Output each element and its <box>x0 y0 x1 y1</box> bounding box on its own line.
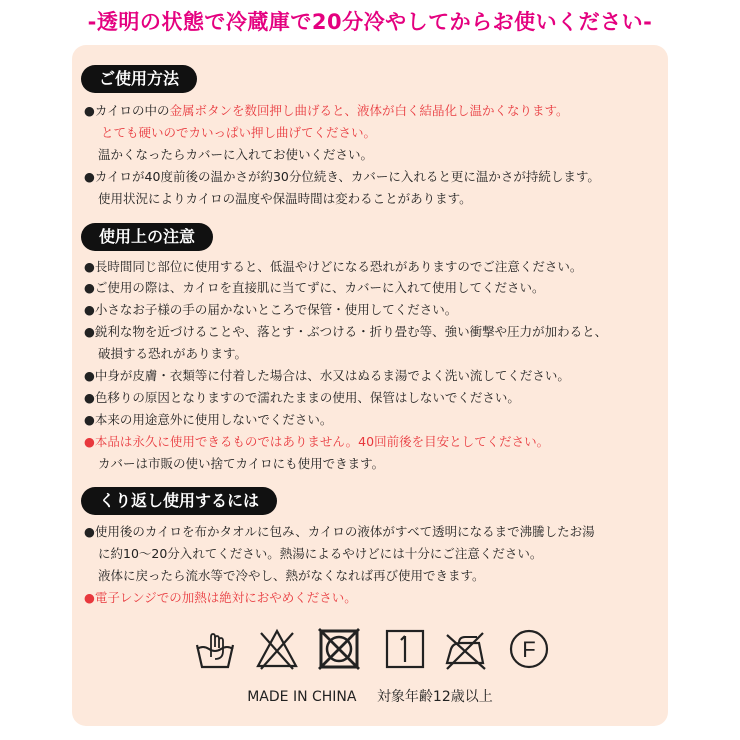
caution-line: ●本来の用途意外に使用しないでください。 <box>84 412 333 427</box>
drip-dry-icon <box>383 627 427 671</box>
dry-clean-letter: F <box>522 637 536 662</box>
no-iron-icon <box>443 627 487 671</box>
section-heading-caution: 使用上の注意 <box>81 223 213 251</box>
reuse-line: ●電子レンジでの加熱は絶対におやめください。 <box>84 590 357 605</box>
usage-line: 使用状況によりカイロの温度や保温時間は変わることがあります。 <box>98 191 472 206</box>
no-bleach-icon <box>255 627 299 671</box>
caution-line: ●鋭利な物を近づけることや、落とす・ぶつける・折り畳む等、強い衝撃や圧力が加わると、 <box>84 324 608 339</box>
section-heading-reuse: くり返し使用するには <box>81 487 277 515</box>
usage-line: ●カイロが40度前後の温かさが約30分位続き、カバーに入れると更に温かさが持続します。 <box>84 169 600 184</box>
usage-line: とても硬いのでカいっぱい押し曲げてください。 <box>101 125 377 140</box>
caution-line: ●小さなお子様の手の届かないところで保管・使用してください。 <box>84 302 458 317</box>
hand-wash-icon <box>193 627 237 671</box>
reuse-line: 液体に戻ったら流水等で冷やし、熱がなくなれば再び使用できます。 <box>98 568 485 583</box>
age-label: 対象年齢12歳以上 <box>376 689 493 705</box>
reuse-line: に約10～20分入れてください。熱湯によるやけどには十分にご注意ください。 <box>98 546 543 561</box>
usage-line: ●カイロの中の金属ボタンを数回押し曲げると、液体が白く結晶化し温かくなります。 <box>84 103 569 118</box>
caution-line: 破損する恐れがあります。 <box>98 346 248 361</box>
section-heading-usage: ご使用方法 <box>81 65 197 93</box>
caution-line: ●長時間同じ部位に使用すると、低温やけどになる恐れがありますのでご注意ください。 <box>84 259 583 274</box>
caution-line: ●中身が皮膚・衣類等に付着した場合は、水又はぬるま湯でよく洗い流してください。 <box>84 368 570 383</box>
no-tumble-dry-icon <box>317 627 361 671</box>
dry-clean-f-icon <box>507 627 551 671</box>
instructions-panel <box>72 45 668 726</box>
caution-line: ●色移りの原因となりますので濡れたままの使用、保管はしないでください。 <box>84 390 520 405</box>
usage-line: 温かくなったらカバーに入れてお使いください。 <box>98 147 374 162</box>
care-symbols <box>193 627 553 671</box>
footer <box>0 686 740 706</box>
top-banner: -透明の状態で冷蔵庫で20分冷やしてからお使いください- <box>87 10 653 34</box>
caution-line: ●本品は永久に使用できるものではありません。40回前後を目安としてください。 <box>84 434 550 449</box>
reuse-line: ●使用後のカイロを布かタオルに包み、カイロの液体がすべて透明になるまで沸騰したお湯 <box>84 524 595 539</box>
caution-line: カバーは市販の使い捨てカイロにも使用できます。 <box>98 456 385 471</box>
caution-line: ●ご使用の際は、カイロを直接肌に当てずに、カバーに入れて使用してください。 <box>84 280 545 295</box>
made-in-label: MADE IN CHINA <box>247 689 357 705</box>
